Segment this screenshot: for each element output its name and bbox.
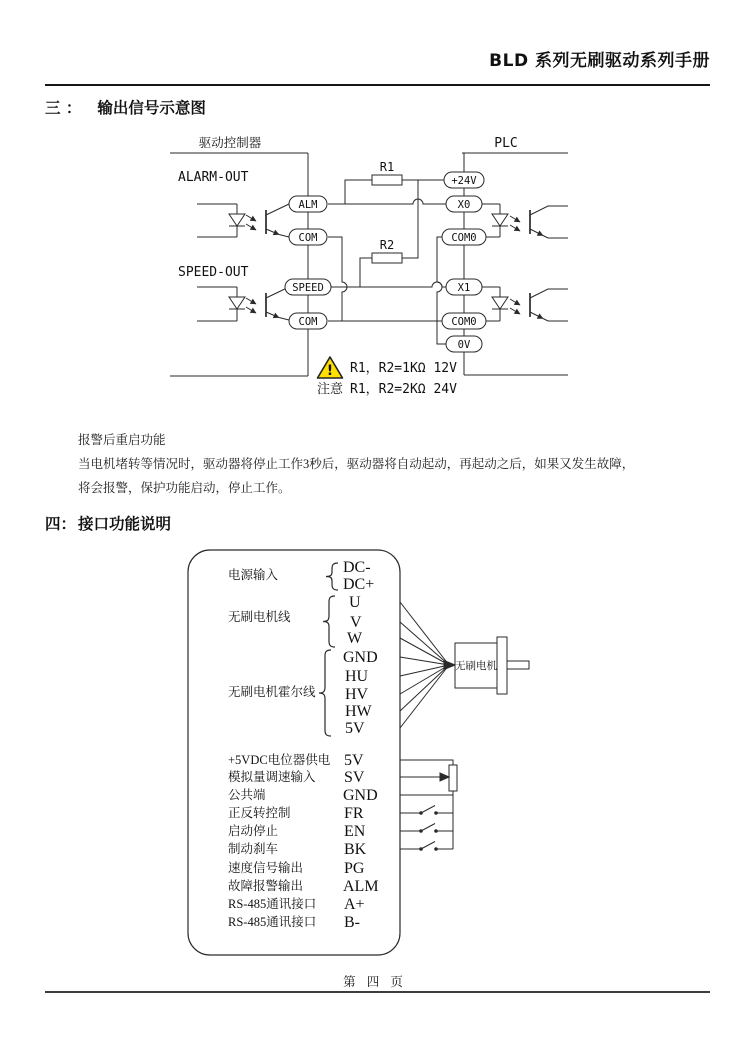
terminal-com0b-label: COM0 — [451, 316, 477, 328]
pin-u: U — [349, 594, 361, 611]
pin-en: EN — [344, 823, 366, 840]
pin-bk: BK — [344, 841, 367, 858]
terminal-com1-label: COM — [298, 232, 318, 244]
motor-label: 无刷电机 — [455, 661, 497, 672]
driver-block-label: 驱动控制器 — [198, 136, 262, 150]
page-number: 第 四 页 — [343, 975, 407, 989]
section4-heading — [45, 512, 171, 534]
terminal-alm-label: ALM — [298, 199, 318, 211]
terminal-speed-label: SPEED — [292, 282, 324, 294]
potentiometer — [449, 765, 457, 791]
pin-dc-minus: DC- — [343, 559, 371, 576]
pin-5v-hall: 5V — [345, 720, 365, 737]
paragraph-line2: 将会报警，保护功能启动，停止工作。 — [78, 481, 291, 495]
pin-hw: HW — [345, 703, 372, 720]
label-speed-signal: 速度信号输出 — [228, 861, 304, 875]
pin-dc-plus: DC+ — [343, 576, 375, 593]
label-hall-wires: 无刷电机霍尔线 — [228, 685, 316, 699]
label-rs485-b: RS-485通讯接口 — [228, 915, 317, 929]
label-run-stop: 启动停止 — [228, 824, 279, 838]
warning-line1: R1，R2=1KΩ 12V — [350, 361, 457, 376]
pin-sv: SV — [344, 769, 365, 786]
pin-v: V — [350, 614, 362, 631]
warning-exclamation: ! — [326, 363, 334, 379]
resistor-r1-label: R1 — [379, 160, 395, 174]
pin-w: W — [347, 630, 363, 647]
pin-alm: ALM — [343, 878, 379, 895]
resistor-r2 — [372, 253, 402, 263]
brushless-motor — [455, 637, 529, 694]
terminal-com2-label: COM — [298, 316, 318, 328]
control-wiring — [400, 760, 457, 850]
motor-shaft — [507, 661, 529, 669]
pin-group-braces — [319, 563, 338, 736]
paragraph-line1: 当电机堵转等情况时，驱动器将停止工作3秒后，驱动器将自动起动，再起动之后，如果又发生故障， — [78, 457, 635, 471]
pin-a-plus: A+ — [344, 896, 365, 913]
alarm-out-label: ALARM-OUT — [178, 170, 249, 185]
label-power-input: 电源输入 — [228, 568, 279, 582]
footer-rule — [45, 991, 710, 993]
section3-heading — [45, 96, 206, 118]
header-rule — [45, 84, 710, 86]
pin-fr: FR — [344, 805, 364, 822]
warning-note — [317, 357, 457, 397]
pin-5v: 5V — [344, 752, 364, 769]
terminal-24v-label: +24V — [451, 175, 477, 187]
label-analog-speed: 模拟量调速输入 — [228, 770, 316, 784]
pin-names — [343, 559, 379, 931]
terminal-x0-label: X0 — [457, 199, 471, 211]
function-labels — [228, 567, 331, 929]
plc-block-label: PLC — [494, 136, 518, 151]
label-alarm-output: 故障报警输出 — [228, 879, 304, 893]
pin-hv: HV — [345, 686, 369, 703]
label-motor-wires: 无刷电机线 — [228, 610, 291, 624]
terminal-0v-label: 0V — [457, 339, 471, 351]
resistor-r1 — [372, 175, 402, 185]
label-fwd-rev: 正反转控制 — [228, 806, 291, 820]
pin-hu: HU — [345, 668, 369, 685]
motor-wiring — [400, 602, 455, 728]
label-brake: 制动刹车 — [228, 842, 279, 856]
section3-title: 输出信号示意图 — [97, 99, 206, 117]
terminal-x1-label: X1 — [457, 282, 471, 294]
warning-line2: R1，R2=2KΩ 24V — [350, 382, 457, 397]
motor-flange — [497, 637, 507, 694]
speed-out-label: SPEED-OUT — [178, 265, 249, 280]
warning-label: 注意 — [316, 381, 344, 396]
section4-number: 四： — [45, 515, 77, 533]
label-rs485-a: RS-485通讯接口 — [228, 897, 317, 911]
section4-title: 接口功能说明 — [78, 515, 172, 533]
pin-gnd-hall: GND — [343, 649, 378, 666]
pin-gnd: GND — [343, 787, 378, 804]
pin-b-minus: B- — [344, 914, 360, 931]
section3-number: 三 ： — [45, 99, 82, 117]
output-signal-diagram — [40, 130, 720, 420]
pin-pg: PG — [344, 860, 365, 877]
label-common: 公共端 — [228, 788, 266, 802]
paragraph-title: 报警后重启功能 — [78, 433, 166, 447]
interface-diagram — [180, 540, 600, 960]
alarm-restart-paragraph — [78, 428, 678, 500]
document-title: BLD 系列无刷驱动系列手册 — [489, 51, 710, 71]
terminal-com0a-label: COM0 — [451, 232, 477, 244]
label-pot-supply: +5VDC电位器供电 — [228, 753, 331, 767]
resistor-r2-label: R2 — [379, 238, 395, 252]
